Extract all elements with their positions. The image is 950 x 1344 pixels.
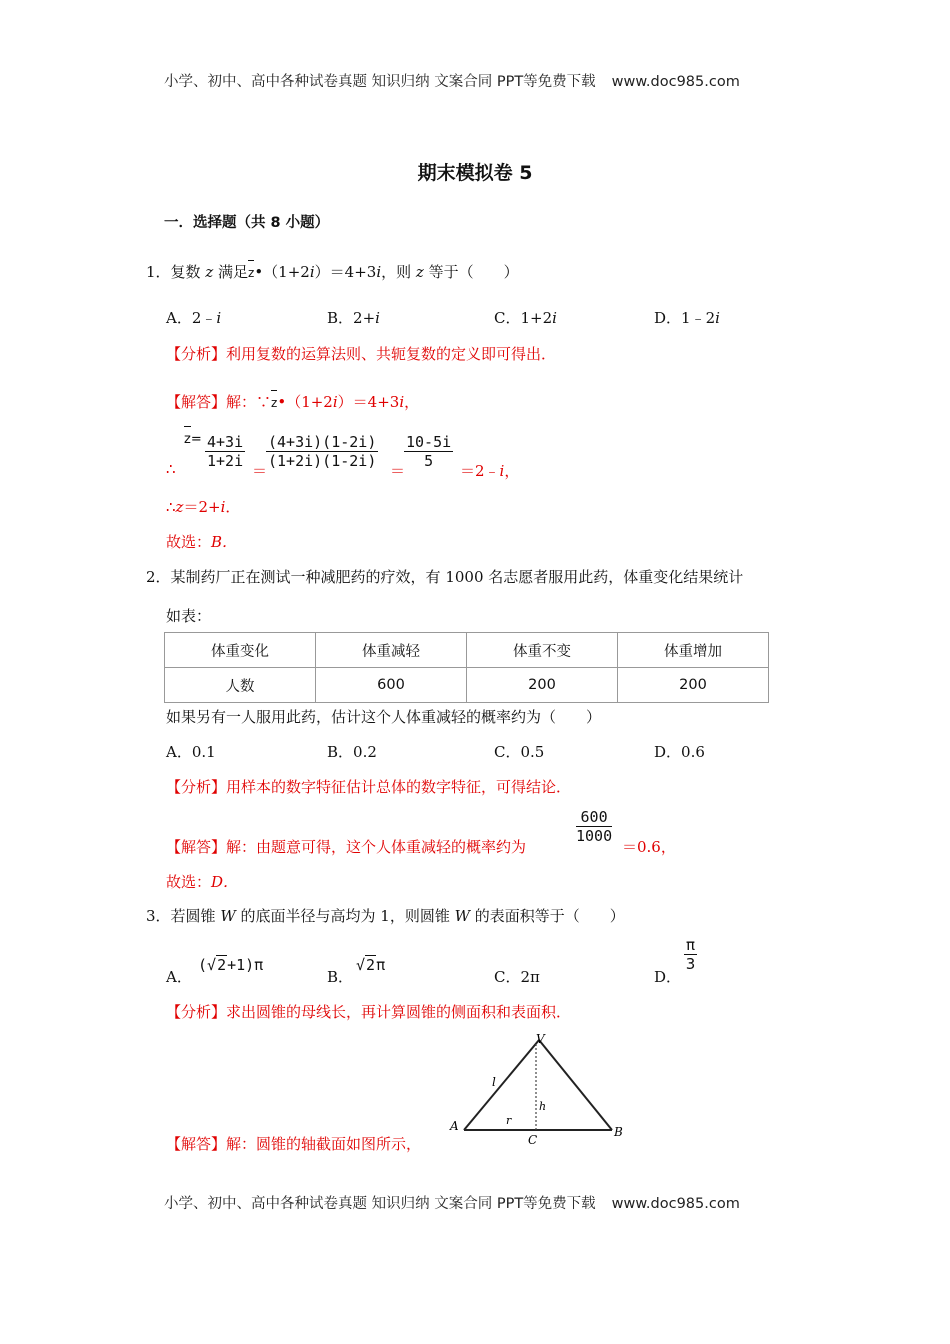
q2-answer: 【解答】解：由题意可得，这个人体重减轻的概率约为 <box>166 838 527 856</box>
q1-answer: 【解答】解：∵z•（1+2i）＝4+3i， <box>166 393 420 411</box>
label-A: A <box>450 1119 459 1133</box>
table-cell: 体重不变 <box>467 633 618 668</box>
z-bar-label: z= <box>184 432 202 447</box>
q2-choice: 故选：D． <box>166 873 239 891</box>
q3-option-a[interactable]: A． <box>166 968 192 986</box>
q2-stem-line1: 2．某制药厂正在测试一种减肥药的疗效，有 1000 名志愿者服用此药，体重变化结果统计 <box>146 568 744 586</box>
table-cell: 体重增加 <box>618 633 769 668</box>
q2-analysis: 【分析】用样本的数字特征估计总体的数字特征，可得结论． <box>166 778 572 796</box>
q2-option-a[interactable]: A．0.1 <box>166 743 216 761</box>
q2-option-d[interactable]: D．0.6 <box>654 743 705 761</box>
slant-line-l <box>464 1040 539 1130</box>
equals-1: ＝ <box>252 462 268 480</box>
q1-choice: 故选：B． <box>166 533 238 551</box>
q3-option-c[interactable]: C．2π <box>494 968 540 986</box>
footer-site-link[interactable]: www.doc985.com <box>611 1196 740 1212</box>
q1-option-b[interactable]: B．2+i <box>327 309 380 327</box>
q3-option-b-formula: √2π <box>356 956 386 974</box>
q1-fraction-1: $\frac{4+3i}{1+2i}$ <box>207 433 244 470</box>
q3-option-d-fraction: $\frac{\pi}{3}$ <box>685 936 696 973</box>
equals-2: ＝ <box>390 462 406 480</box>
table-cell: 600 <box>316 668 467 703</box>
page-header <box>164 70 740 91</box>
table-cell: 体重减轻 <box>316 633 467 668</box>
q2-option-c[interactable]: C．0.5 <box>494 743 545 761</box>
q2-stem-line2: 如表： <box>166 607 212 625</box>
label-l: l <box>492 1075 496 1089</box>
q2-question: 如果另有一人服用此药，估计这个人体重减轻的概率约为（ ） <box>166 708 602 726</box>
label-C: C <box>528 1133 538 1147</box>
page-footer <box>164 1192 740 1213</box>
table-row <box>165 668 769 703</box>
q1-option-a[interactable]: A．2﹣i <box>166 309 222 327</box>
section-heading: 一．选择题（共 8 小题） <box>164 215 330 231</box>
q3-option-b[interactable]: B． <box>327 968 354 986</box>
q3-option-a-formula: (√2+1)π <box>198 956 264 974</box>
slant-line-vb <box>539 1040 612 1130</box>
q2-option-b[interactable]: B．0.2 <box>327 743 377 761</box>
q3-analysis: 【分析】求出圆锥的母线长，再计算圆锥的侧面积和表面积． <box>166 1003 572 1021</box>
header-site-link[interactable]: www.doc985.com <box>611 74 740 90</box>
q1-z-value: ∴z＝2+i． <box>166 498 241 516</box>
table-cell: 体重变化 <box>165 633 316 668</box>
q1-fraction-3: $\frac{10-5i}{5}$ <box>406 433 452 470</box>
table-header-row <box>165 633 769 668</box>
q1-fraction-2: $\frac{(4+3i)(1-2i)}{(1+2i)(1-2i)}$ <box>268 433 377 470</box>
cone-cross-section-figure <box>444 1026 634 1152</box>
label-r: r <box>506 1114 512 1127</box>
q2-fraction: $\frac{600}{1000}$ <box>576 808 613 845</box>
q3-stem: 3．若圆锥 W 的底面半径与高均为 1，则圆锥 W 的表面积等于（ ） <box>146 907 625 925</box>
q1-result: ＝2﹣i， <box>460 462 520 480</box>
q3-option-d[interactable]: D． <box>654 968 682 986</box>
q1-stem: 1．复数 z 满足z•（1+2i）＝4+3i，则 z 等于（ ） <box>146 263 519 281</box>
q1-option-c[interactable]: C．1+2i <box>494 309 557 327</box>
label-h: h <box>539 1100 547 1113</box>
label-V: V <box>536 1032 545 1046</box>
page-title: 期末模拟卷 5 <box>417 162 533 184</box>
table-cell: 200 <box>618 668 769 703</box>
header-text: 小学、初中、高中各种试卷真题 知识归纳 文案合同 PPT等免费下载 <box>164 74 596 90</box>
table-cell: 200 <box>467 668 618 703</box>
footer-text: 小学、初中、高中各种试卷真题 知识归纳 文案合同 PPT等免费下载 <box>164 1196 596 1212</box>
q2-answer-result: ＝0.6， <box>622 838 676 856</box>
q3-answer: 【解答】解：圆锥的轴截面如图所示， <box>166 1135 422 1153</box>
q1-analysis: 【分析】利用复数的运算法则、共轭复数的定义即可得出． <box>166 345 557 363</box>
z-conjugate: z <box>248 266 255 280</box>
table-cell: 人数 <box>165 668 316 703</box>
therefore-symbol: ∴ <box>166 460 176 478</box>
q1-option-d[interactable]: D．1﹣2i <box>654 309 720 327</box>
q2-data-table <box>164 632 769 703</box>
label-B: B <box>614 1125 623 1139</box>
